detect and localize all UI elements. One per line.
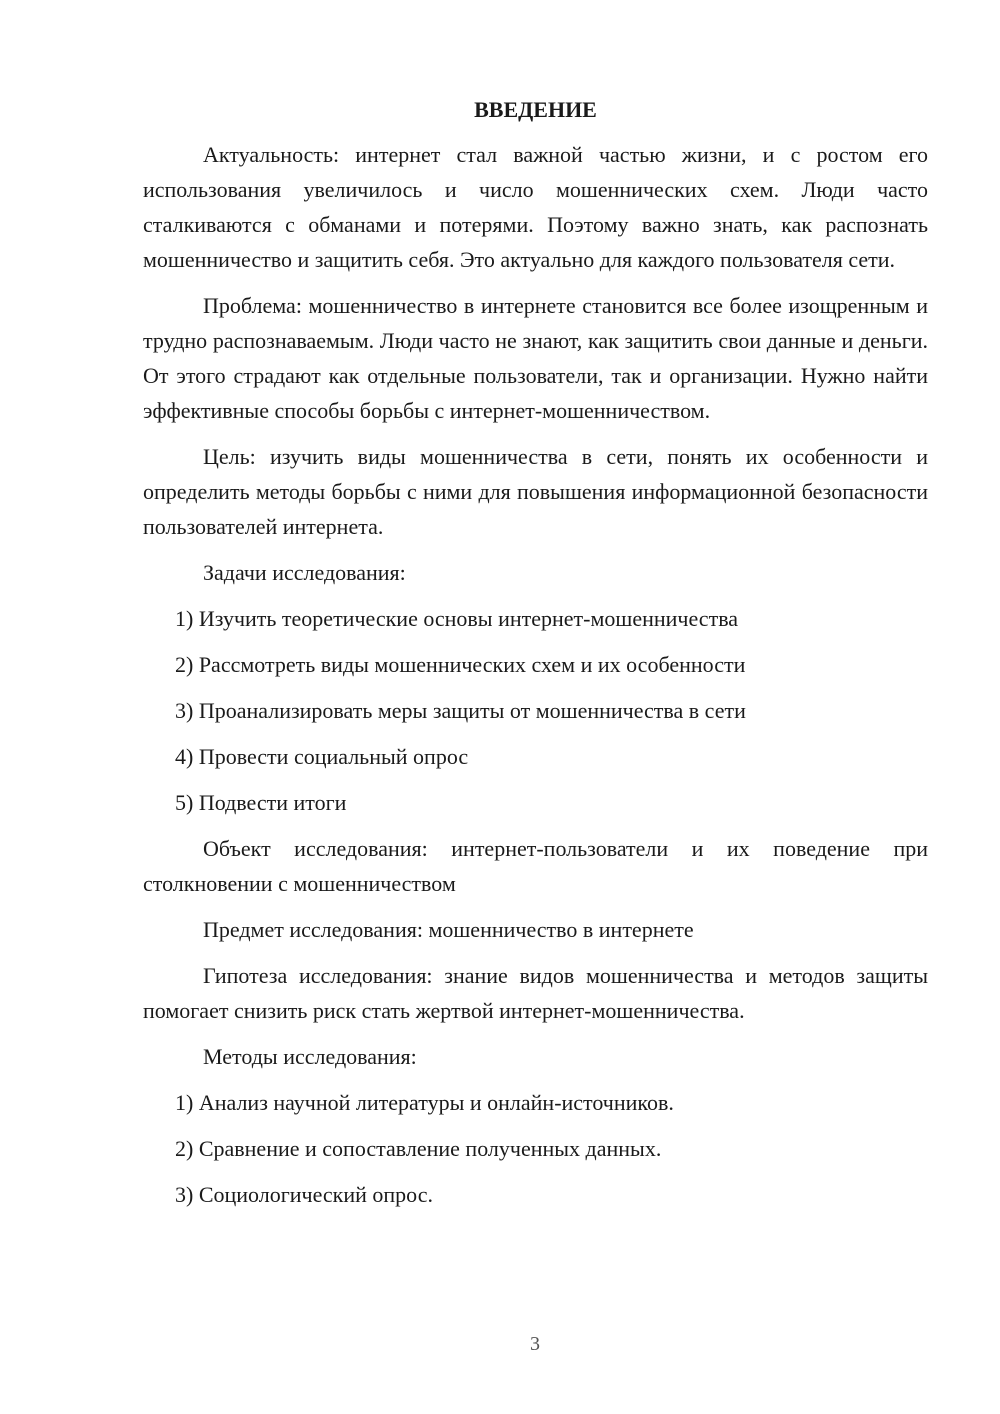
document-body	[143, 94, 928, 1212]
list-item: 2) Рассмотреть виды мошеннических схем и их особенности	[175, 652, 746, 677]
methods-list	[143, 1085, 928, 1212]
subject-paragraph: Предмет исследования: мошенничество в интернете	[203, 917, 694, 942]
list-item: 3) Социологический опрос.	[175, 1182, 433, 1207]
tasks-heading: Задачи исследования:	[203, 560, 406, 585]
goal-paragraph: Цель: изучить виды мошенничества в сети, понять их особенности и определить методы борьбы с ними для повышения информационной безопасности пользователей интернета.	[143, 444, 928, 539]
object-paragraph: Объект исследования: интернет-пользователи и их поведение при столкновении с мошенничеством	[143, 836, 928, 896]
list-item: 3) Проанализировать меры защиты от мошенничества в сети	[175, 698, 746, 723]
problem-paragraph: Проблема: мошенничество в интернете становится все более изощренным и трудно распознаваемым. Люди часто не знают, как защитить свои данные и деньги. От этого страдают как отдельные пользователи, так и организации. Нужно найти эффективные способы борьбы с интернет-мошенничеством.	[143, 293, 928, 423]
hypothesis-paragraph: Гипотеза исследования: знание видов мошенничества и методов защиты помогает снизить риск стать жертвой интернет-мошенничества.	[143, 963, 928, 1023]
list-item: 4) Провести социальный опрос	[175, 744, 469, 769]
list-item: 2) Сравнение и сопоставление полученных данных.	[175, 1136, 662, 1161]
list-item: 1) Изучить теоретические основы интернет-мошенничества	[175, 606, 739, 631]
section-title: ВВЕДЕНИЕ	[474, 97, 597, 122]
page-number: 3	[530, 1333, 540, 1355]
tasks-list	[143, 601, 928, 820]
relevance-paragraph: Актуальность: интернет стал важной частью жизни, и с ростом его использования увеличилось и число мошеннических схем. Люди часто сталкиваются с обманами и потерями. Поэтому важно знать, как распознать мошенничество и защитить себя. Это актуально для каждого пользователя сети.	[143, 142, 928, 272]
methods-heading: Методы исследования:	[203, 1044, 417, 1069]
list-item: 1) Анализ научной литературы и онлайн-источников.	[175, 1090, 674, 1115]
list-item: 5) Подвести итоги	[175, 790, 347, 815]
